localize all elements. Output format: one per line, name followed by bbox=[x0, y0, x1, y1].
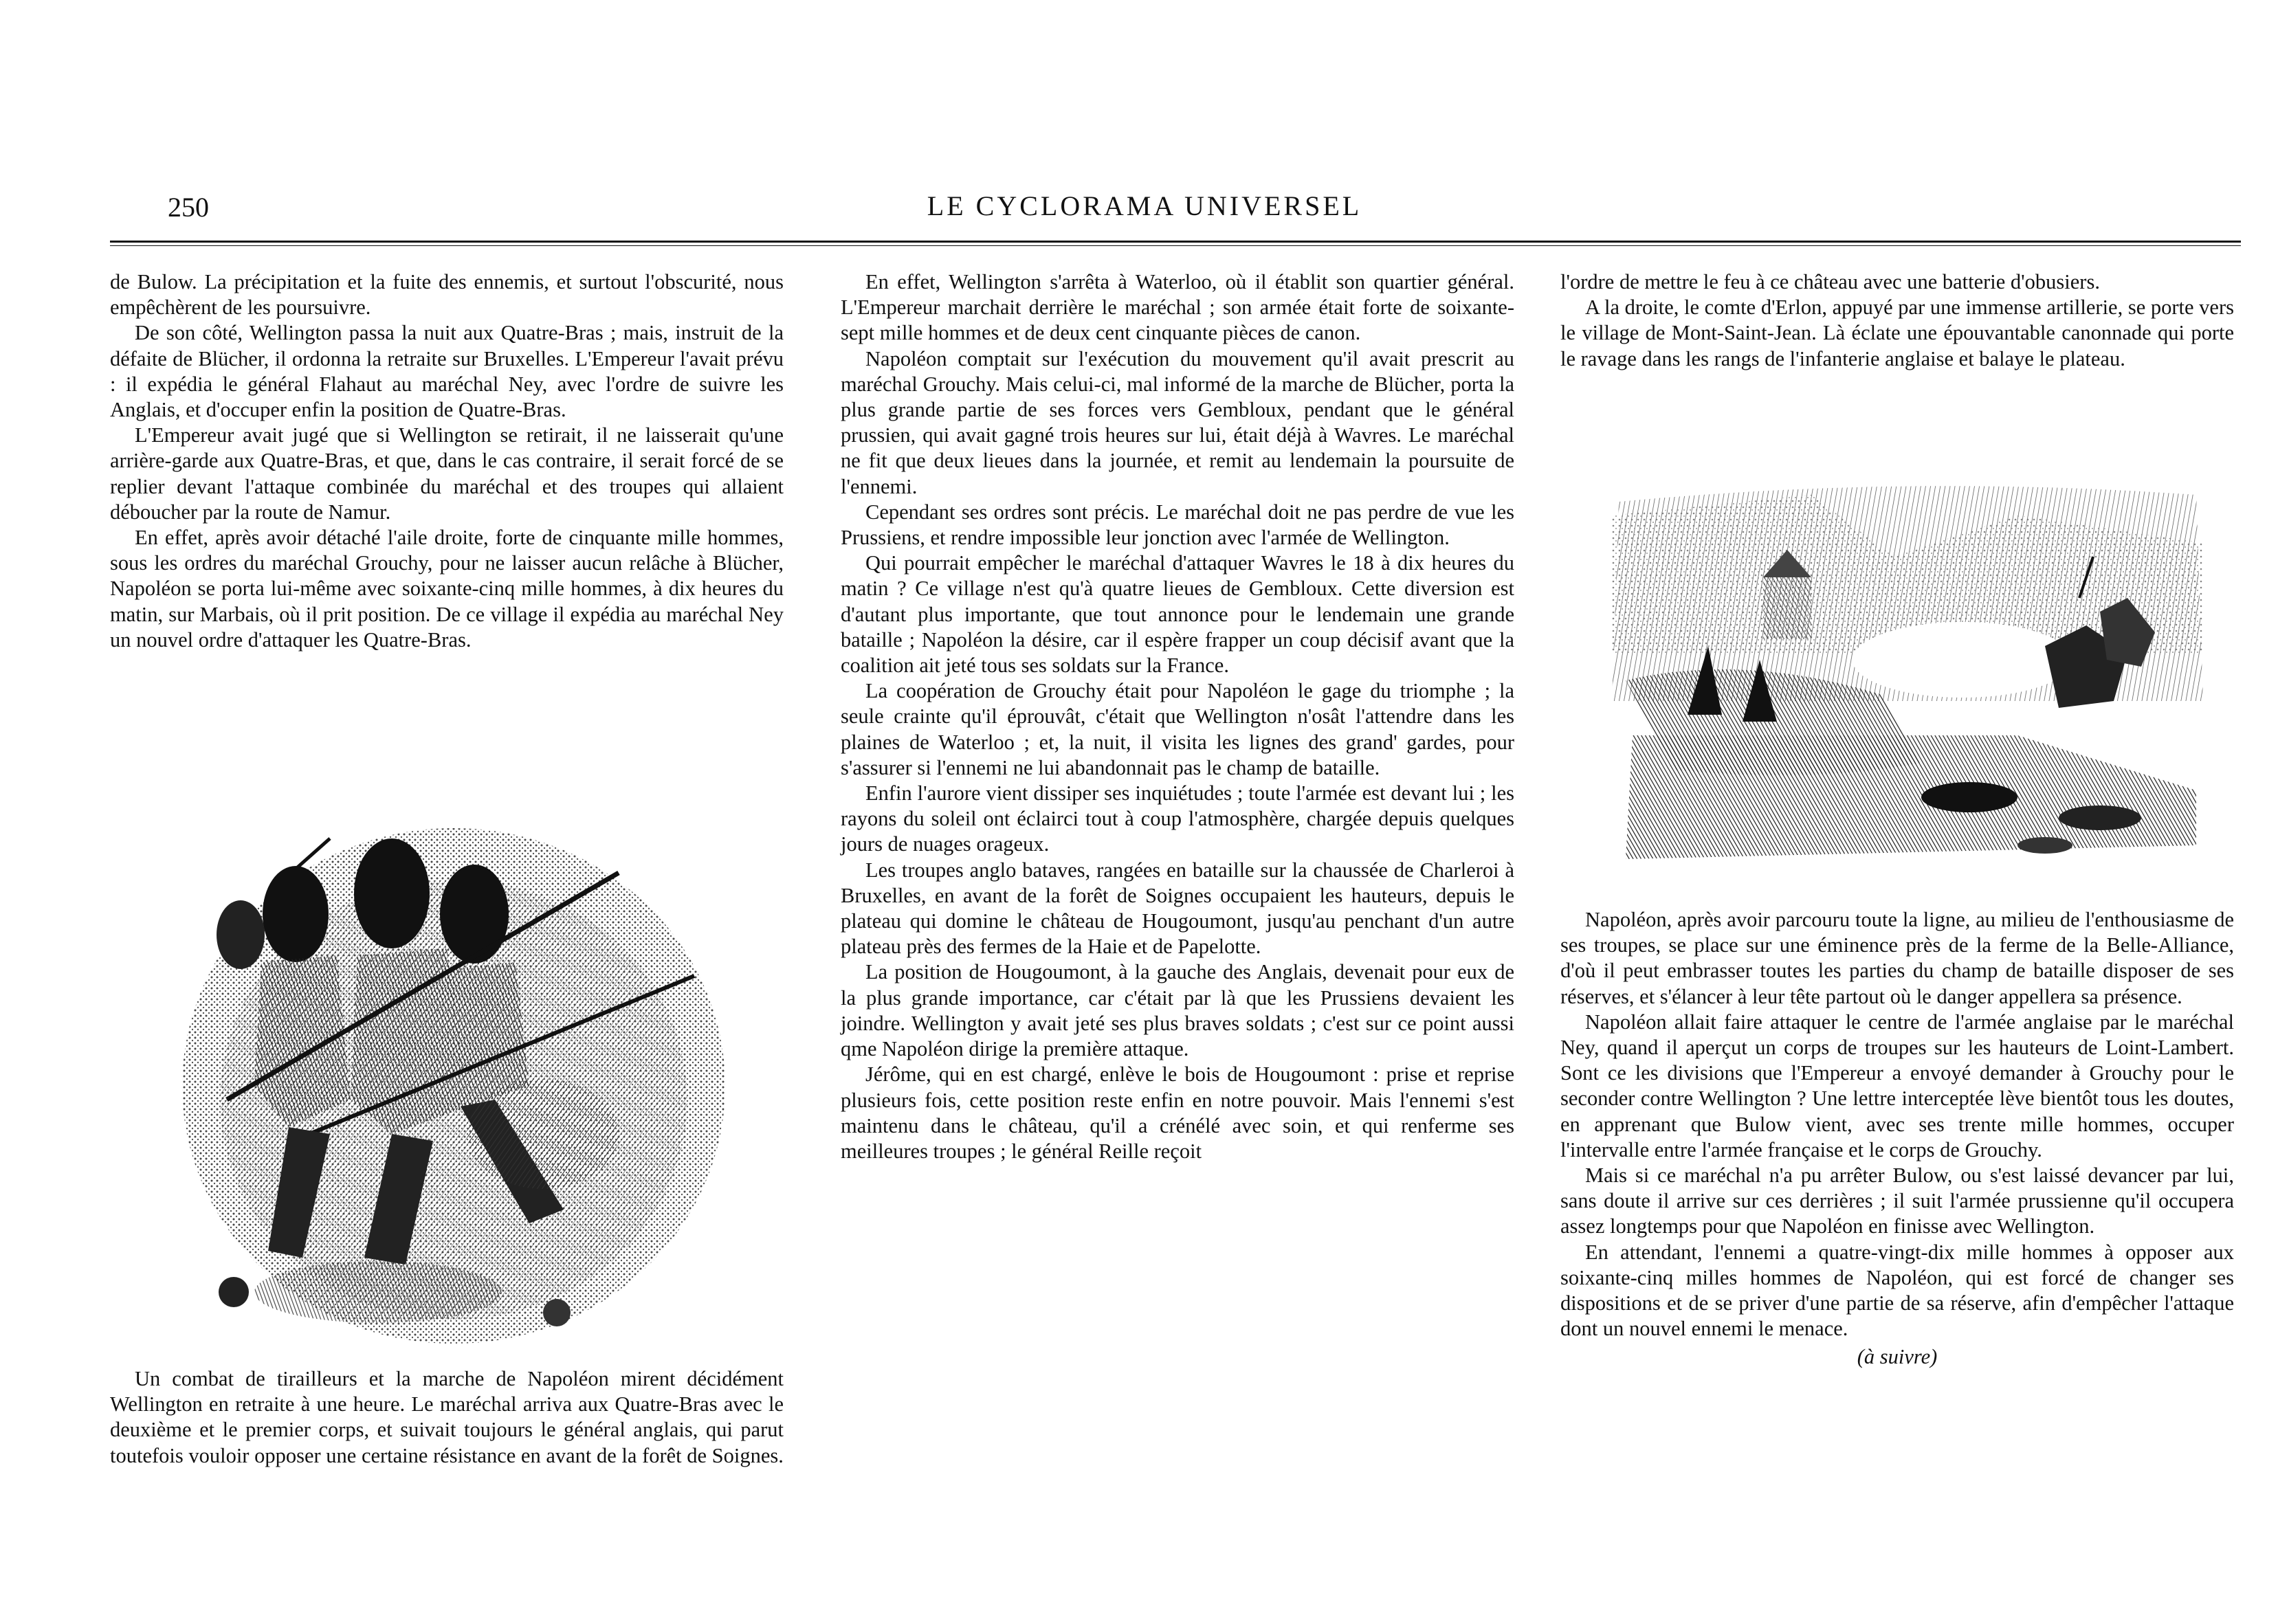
paragraph: de Bulow. La précipitation et la fuite des ennemis, et surtout l'obscurité, nous empêchèrent de les poursuivre. bbox=[110, 270, 784, 320]
column-3-continued bbox=[1560, 907, 2234, 1370]
continued-note: (à suivre) bbox=[1857, 1345, 1938, 1369]
column-1-continued bbox=[110, 1366, 784, 1469]
paragraph: Qui pourrait empêcher le maréchal d'attaquer Wavres le 18 à dix heures du matin ? Ce village n'est qu'à quatre lieues de Gembloux. Cette diversion est d'autant plus importante, que tout annonce pour le lendemain une grande bataille ; Napoléon la désire, car il espère frapper un coup décisif avant que la coalition ait jeté tous ses soldats sur la France. bbox=[841, 551, 1514, 678]
paragraph: En attendant, l'ennemi a quatre-vingt-dix mille hommes à opposer aux soixante-cinq milles hommes de Napoléon, qui est forcé de changer ses dispositions et de se priver d'une partie de sa réserve, afin d'empêcher l'attaque dont un nouvel ennemi le menace. bbox=[1560, 1240, 2234, 1341]
paragraph: Mais si ce maréchal n'a pu arrêter Bulow, ou s'est laissé devancer par lui, sans doute il arrive sur ces derrières ; il suit l'armée prussienne qu'il occupera assez longtemps pour que Napoléon en finisse avec Wellington. bbox=[1560, 1164, 2234, 1238]
column-1 bbox=[110, 269, 784, 653]
paragraph: Napoléon, après avoir parcouru toute la ligne, au milieu de l'enthousiasme de ses troupes, se place sur une éminence près de la ferme de la Belle-Alliance, d'où il peut embrasser toutes les parties du champ de bataille disposer de ses réserves, et s'élancer à leur tête partout où le danger appellera sa présence. bbox=[1560, 908, 2234, 1008]
grenadiers-illustration bbox=[172, 811, 736, 1347]
paragraph: De son côté, Wellington passa la nuit aux Quatre-Bras ; mais, instruit de la défaite de Blücher, il ordonna la retraite sur Bruxelles. L'Empereur l'avait prévu : il expédia le général Flahaut au maréchal Ney, avec l'ordre de suivre les Anglais, et d'occuper enfin la position de Quatre-Bras. bbox=[110, 321, 784, 422]
engraving-battle-scene bbox=[1605, 474, 2210, 893]
paragraph: Napoléon comptait sur l'exécution du mouvement qu'il avait prescrit au maréchal Grouchy. Mais celui-ci, mal informé de la marche de Blücher, porta la plus grande partie de ses forces vers Gembloux, pendant que le général prussien, qui avait gagné trois heures sur lui, était déjà à Wavres. Le maréchal ne fit que deux lieues dans la journée, et remit au lendemain la poursuite de l'ennemi. bbox=[841, 346, 1514, 498]
paragraph: En effet, après avoir détaché l'aile droite, forte de cinquante mille hommes, sous les ordres du maréchal Grouchy, pour ne laisser aucun relâche à Blücher, Napoléon se porta lui-même avec soixante-cinq mille hommes, à dix heures du matin, sur Marbais, où il prit position. De ce village il expédia au maréchal Ney un nouvel ordre d'attaquer les Quatre-Bras. bbox=[110, 526, 784, 652]
column-3 bbox=[1560, 269, 2234, 372]
paragraph: A la droite, le comte d'Erlon, appuyé par une immense artillerie, se porte vers le village de Mont-Saint-Jean. Là éclate une épouvantable canonnade qui porte le ravage dans les rangs de l'infanterie anglaise et balaye le plateau. bbox=[1560, 296, 2234, 370]
page-number: 250 bbox=[168, 192, 209, 223]
paragraph: Enfin l'aurore vient dissiper ses inquiétudes ; toute l'armée est devant lui ; les rayons du soleil ont éclairci tout à coup l'atmosphère, chargée depuis quelques jours de nuages orageux. bbox=[841, 781, 1514, 856]
paragraph: Napoléon allait faire attaquer le centre de l'armée anglaise par le maréchal Ney, quand il aperçut un corps de troupes sur les hauteurs de Loint-Lambert. Sont ce les divisions que l'Empereur a envoyé demander à Grouchy pour le seconder contre Wellington ? Une lettre interceptée lève bientôt tous les doutes, en apprenant que Bulow vient, avec ses trente mille hommes, occuper l'intervalle entre l'armée française et le corps de Grouchy. bbox=[1560, 1010, 2234, 1161]
paragraph: En effet, Wellington s'arrêta à Waterloo, où il établit son quartier général. L'Empereur marchait derrière le maréchal ; son armée était forte de soixante-sept mille hommes et de deux cent cinquante pièces de canon. bbox=[841, 270, 1514, 345]
paragraph: Les troupes anglo bataves, rangées en bataille sur la chaussée de Charleroi à Bruxelles, en avant de la forêt de Soignes occupaient les hauteurs, depuis le plateau qui domine le château de Hougoumont, jusqu'au penchant d'un autre plateau près des fermes de la Haie et de Papelotte. bbox=[841, 858, 1514, 959]
battle-illustration bbox=[1605, 474, 2210, 893]
paragraph: La coopération de Grouchy était pour Napoléon le gage du triomphe ; la seule crainte qu'il éprouvât, c'était que Wellington n'osât l'attendre dans les plaines de Waterloo ; et, la nuit, il visita les lignes des grand' gardes, pour s'assurer si l'ennemi ne lui abandonnait pas le champ de bataille. bbox=[841, 679, 1514, 779]
header-rule bbox=[110, 241, 2241, 246]
paragraph: La position de Hougoumont, à la gauche des Anglais, devenait pour eux de la plus grande importance, car c'était par là que les Prussiens devaient les joindre. Wellington y avait jeté ses plus braves soldats ; c'est sur ce point aussi qme Napoléon dirige la première attaque. bbox=[841, 960, 1514, 1061]
engraving-grenadiers-charge bbox=[172, 811, 736, 1347]
paragraph: L'Empereur avait jugé que si Wellington se retirait, il ne laisserait qu'une arrière-garde aux Quatre-Bras, et que, dans le cas contraire, il serait forcé de se replier devant l'attaque combinée du maréchal et des troupes qui allaient déboucher par la route de Namur. bbox=[110, 423, 784, 524]
paragraph: Cependant ses ordres sont précis. Le maréchal doit ne pas perdre de vue les Prussiens, et rendre impossible leur jonction avec l'armée de Wellington. bbox=[841, 500, 1514, 550]
paragraph: Un combat de tirailleurs et la marche de Napoléon mirent décidément Wellington en retraite à une heure. Le maréchal arriva aux Quatre-Bras avec le deuxième et le premier corps, et suivait toujours le général anglais, qui parut toutefois vouloir opposer une certaine résistance en avant de la forêt de Soignes. bbox=[110, 1367, 784, 1467]
column-2 bbox=[841, 269, 1514, 1164]
running-title: LE CYCLORAMA UNIVERSEL bbox=[927, 190, 1362, 221]
paragraph: l'ordre de mettre le feu à ce château avec une batterie d'obusiers. bbox=[1560, 270, 2100, 293]
paragraph: Jérôme, qui en est chargé, enlève le bois de Hougoumont : prise et reprise plusieurs fois, cette position reste enfin en notre pouvoir. Mais l'ennemi s'est maintenu dans le château, qu'il a crénélé avec soin, et qui renferme ses meilleures troupes ; le général Reille reçoit bbox=[841, 1063, 1514, 1163]
